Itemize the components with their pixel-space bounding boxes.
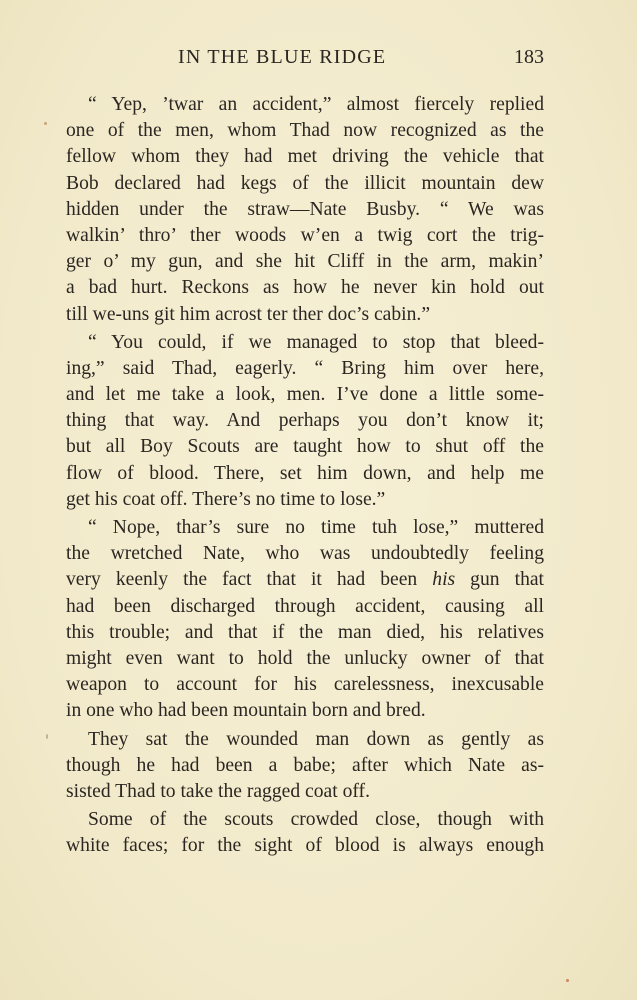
text-line: fellow whom they had met driving the vehicle that xyxy=(66,146,544,168)
text-line: a bad hurt. Reckons as how he never kin hold out xyxy=(66,277,544,299)
text-line: get his coat off. There’s no time to lose.” xyxy=(66,488,386,510)
text-line: Bob declared had kegs of the illicit mountain dew xyxy=(66,172,544,194)
text-line: ing,” said Thad, eagerly. “ Bring him over here, xyxy=(66,357,544,379)
text-line: white faces; for the sight of blood is always enough xyxy=(66,835,544,857)
paper-speck xyxy=(46,734,48,739)
text-line: the wretched Nate, who was undoubtedly feeling xyxy=(66,543,544,565)
text-line: Some of the scouts crowded close, though with xyxy=(88,809,544,831)
text-line: but all Boy Scouts are taught how to shut off the xyxy=(66,436,544,458)
paragraph-3 xyxy=(66,515,544,725)
text-line: thing that way. And perhaps you don’t know it; xyxy=(66,410,544,432)
page-number: 183 xyxy=(514,46,544,68)
emphasis-his: his xyxy=(432,569,456,591)
text-line: walkin’ thro’ ther woods w’en a twig cort the trig- xyxy=(66,224,544,246)
text-line: though he had been a babe; after which Nate as- xyxy=(66,754,544,776)
text-line: sisted Thad to take the ragged coat off. xyxy=(66,780,370,802)
text-line: flow of blood. There, set him down, and help me xyxy=(66,462,544,484)
text-line: till we-uns git him acrost ter ther doc’s cabin.” xyxy=(66,303,431,325)
paragraph-2 xyxy=(66,330,544,513)
paper-speck xyxy=(44,122,47,125)
paragraph-1 xyxy=(66,92,544,328)
text-line: might even want to hold the unlucky owner of that xyxy=(66,647,544,669)
text-line: in one who had been mountain born and bred. xyxy=(66,700,426,722)
running-head: IN THE BLUE RIDGE xyxy=(178,46,387,68)
text-line: They sat the wounded man down as gently as xyxy=(88,728,544,750)
text-line: ger o’ my gun, and she hit Cliff in the arm, makin’ xyxy=(66,251,544,273)
paragraph-5 xyxy=(66,807,544,859)
text-line: “ Yep, ’twar an accident,” almost fiercely replied xyxy=(88,94,544,115)
body-text xyxy=(66,92,544,859)
text-line: “ You could, if we managed to stop that bleed- xyxy=(88,331,544,353)
text-line: and let me take a look, men. I’ve done a little some- xyxy=(66,384,544,406)
text-line: had been discharged through accident, causing all xyxy=(66,595,544,617)
text-line: hidden under the straw—Nate Busby. “ We was xyxy=(66,198,544,220)
page-header xyxy=(66,46,544,76)
paragraph-4 xyxy=(66,727,544,806)
text-line: this trouble; and that if the man died, his relatives xyxy=(66,621,544,643)
paper-speck xyxy=(566,979,569,982)
text-line: very keenly the fact that it had been his gun that xyxy=(66,569,545,591)
text-line: one of the men, whom Thad now recognized as the xyxy=(66,120,544,142)
text-line: “ Nope, thar’s sure no time tuh lose,” muttered xyxy=(88,517,544,538)
text-line: weapon to account for his carelessness, inexcusable xyxy=(66,674,544,696)
